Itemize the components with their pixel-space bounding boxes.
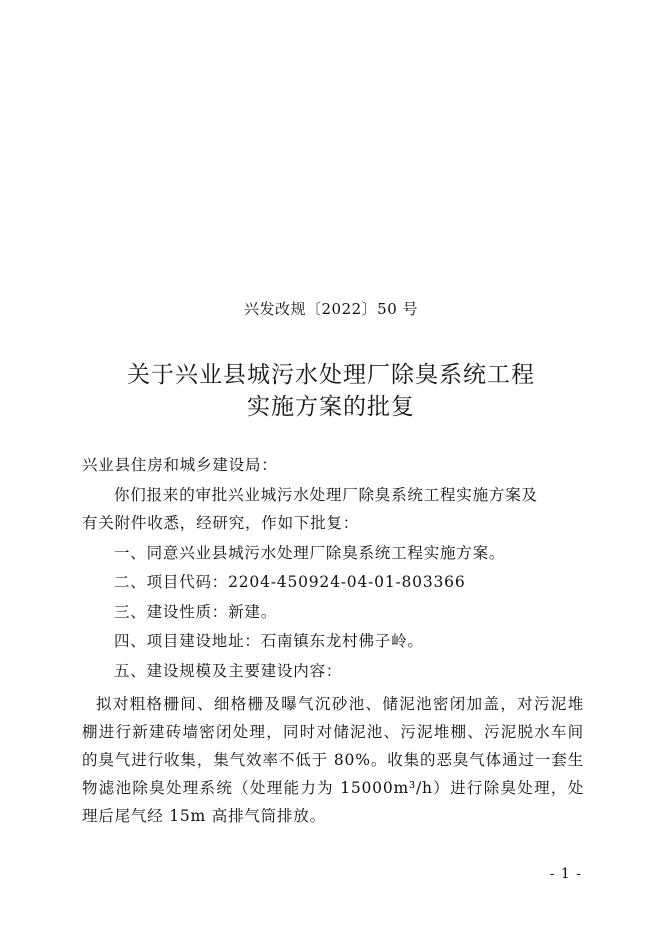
scope-description-paragraph: 拟对粗格栅间、细格栅及曝气沉砂池、储泥池密闭加盖，对污泥堆棚进行新建砖墙密闭处理，同时对储泥池、污泥堆棚、污泥脱水车间的臭气进行收集，集气效率不低于 80%。收集的恶臭气体通过一套生物滤池除臭处理系统（处理能力为 15000m³/h）进行除臭处理，处理后尾气经 15m 高排气筒排放。	[82, 695, 584, 825]
document-number: 兴发改规〔2022〕50 号	[243, 300, 419, 318]
item-construction-nature: 三、建设性质：新建。	[114, 603, 278, 621]
item-construction-address: 四、项目建设地址：石南镇东龙村佛子岭。	[114, 632, 424, 650]
document-title-line-1: 关于兴业县城污水处理厂除臭系统工程	[127, 362, 535, 388]
page-number: - 1 -	[549, 866, 582, 882]
addressee: 兴业县住房和城乡建设局：	[82, 456, 278, 474]
item-project-code: 二、项目代码：2204-450924-04-01-803366	[114, 573, 466, 591]
item-approval: 一、同意兴业县城污水处理厂除臭系统工程实施方案。	[114, 544, 506, 562]
intro-paragraph-line-1: 你们报来的审批兴业城污水处理厂除臭系统工程实施方案及	[114, 486, 538, 504]
item-construction-scope: 五、建设规模及主要建设内容：	[114, 662, 343, 680]
intro-paragraph-line-2: 有关附件收悉，经研究，作如下批复：	[82, 514, 360, 532]
document-title-line-2: 实施方案的批复	[247, 394, 415, 420]
